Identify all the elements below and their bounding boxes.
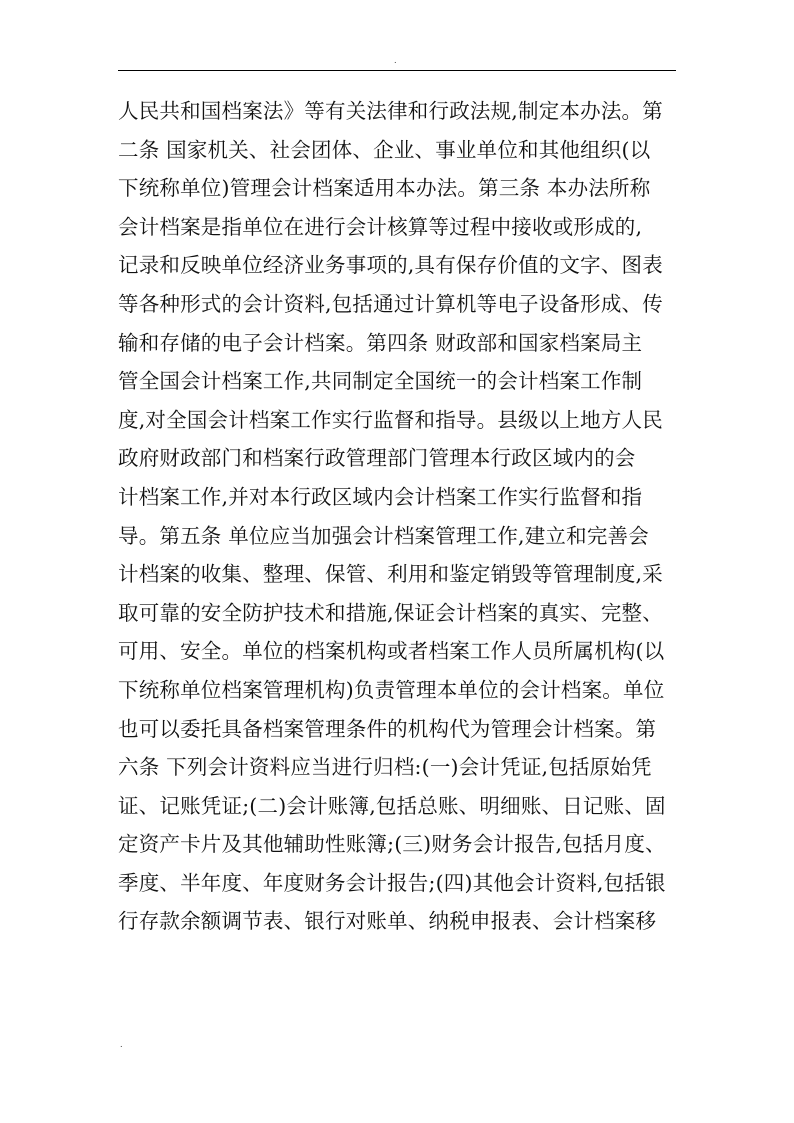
text-line: 可用、安全。单位的档案机构或者档案工作人员所属机构(以 bbox=[118, 639, 665, 664]
text-line: 会计档案是指单位在进行会计核算等过程中接收或形成的, bbox=[118, 214, 643, 239]
text-line: 定资产卡片及其他辅助性账簿;(三)财务会计报告,包括月度、 bbox=[118, 832, 666, 857]
text-line: 导。第五条 单位应当加强会计档案管理工作,建立和完善会 bbox=[118, 523, 649, 548]
text-line: 输和存储的电子会计档案。第四条 财政部和国家档案局主 bbox=[118, 330, 643, 355]
text-line: 管全国会计档案工作,共同制定全国统一的会计档案工作制 bbox=[118, 369, 643, 394]
text-line: 计档案工作,并对本行政区域内会计档案工作实行监督和指 bbox=[118, 484, 643, 509]
header-marker: . bbox=[394, 56, 397, 65]
text-line: 等各种形式的会计资料,包括通过计算机等电子设备形成、传 bbox=[118, 291, 663, 316]
text-line: 下统称单位)管理会计档案适用本办法。第三条 本办法所称 bbox=[118, 176, 651, 201]
text-line: 人民共和国档案法》等有关法律和行政法规,制定本办法。第 bbox=[118, 99, 663, 123]
text-line: 政府财政部门和档案行政管理部门管理本行政区域内的会 bbox=[118, 446, 636, 471]
header-rule bbox=[118, 70, 676, 71]
text-line: 记录和反映单位经济业务事项的,具有保存价值的文字、图表 bbox=[118, 253, 663, 278]
text-line: 六条 下列会计资料应当进行归档:(一)会计凭证,包括原始凭 bbox=[118, 755, 652, 780]
footer-marker: . bbox=[120, 1040, 123, 1049]
text-line: 季度、半年度、年度财务会计报告;(四)其他会计资料,包括银 bbox=[118, 870, 666, 895]
document-body bbox=[118, 92, 688, 941]
text-line: 证、记账凭证;(二)会计账簿,包括总账、明细账、日记账、固 bbox=[118, 793, 666, 818]
text-line: 取可靠的安全防护技术和措施,保证会计档案的真实、完整、 bbox=[118, 600, 663, 625]
text-line: 行存款余额调节表、银行对账单、纳税申报表、会计档案移 bbox=[118, 909, 657, 934]
text-line: 计档案的收集、整理、保管、利用和鉴定销毁等管理制度,采 bbox=[118, 562, 663, 587]
text-line: 也可以委托具备档案管理条件的机构代为管理会计档案。第 bbox=[118, 716, 657, 741]
text-line: 度,对全国会计档案工作实行监督和指导。县级以上地方人民 bbox=[118, 407, 663, 432]
text-line: 二条 国家机关、社会团体、企业、事业单位和其他组织(以 bbox=[118, 137, 651, 162]
text-line: 下统称单位档案管理机构)负责管理本单位的会计档案。单位 bbox=[118, 677, 665, 702]
